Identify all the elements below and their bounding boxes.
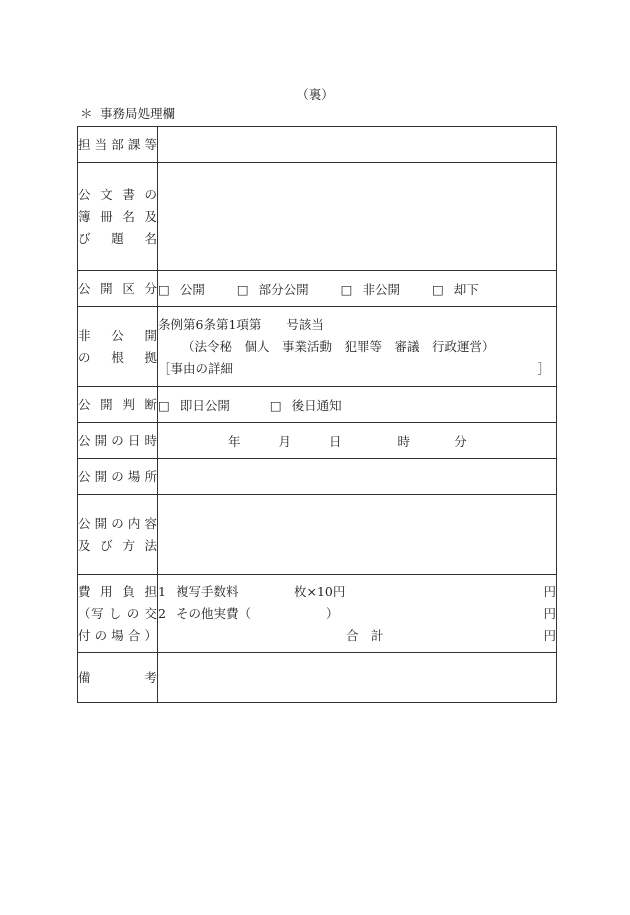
row-department: [78, 127, 557, 163]
checkbox-icon: □: [431, 281, 444, 297]
row-fee-burden: [78, 575, 557, 653]
label-non-disclosure-basis: 非 公 開 の 根 拠: [78, 307, 158, 387]
field-remarks[interactable]: [158, 653, 557, 703]
label-department: 担当部課等: [78, 127, 158, 163]
fee-item-copy: 1 複写手数料 枚×10円 円: [158, 583, 556, 599]
row-non-disclosure-basis: [78, 307, 557, 387]
checkbox-non-disclosure[interactable]: □ 非公開: [340, 281, 400, 297]
label-disclosure-content: 公開の内容 及 び 方 法: [78, 495, 158, 575]
basis-article-line: 条例第6条第1項第 号該当: [158, 316, 324, 332]
section-title: [80, 104, 175, 122]
label-remarks: 備 考: [78, 653, 158, 703]
field-non-disclosure-basis[interactable]: [158, 307, 557, 387]
day-unit: 日: [329, 433, 342, 449]
checkbox-full-disclosure[interactable]: □ 公開: [158, 281, 205, 297]
field-document-title[interactable]: [158, 163, 557, 271]
field-disclosure-judgement: [158, 387, 557, 423]
year-unit: 年: [228, 433, 241, 449]
checkbox-icon: □: [236, 281, 249, 297]
row-remarks: [78, 653, 557, 703]
fee-item-other: 2 その他実費（ ） 円: [158, 605, 556, 621]
field-fee-burden[interactable]: [158, 575, 557, 653]
field-disclosure-content[interactable]: [158, 495, 557, 575]
row-disclosure-place: [78, 459, 557, 495]
page-side-mark: （裏）: [296, 87, 334, 102]
basis-reason-types: （法令秘 個人 事業活動 犯罪等 審議 行政運営）: [182, 338, 495, 354]
field-disclosure-datetime[interactable]: [158, 423, 557, 459]
label-disclosure-place: 公開の場所: [78, 459, 158, 495]
checkbox-same-day[interactable]: □ 即日公開: [158, 397, 230, 413]
checkbox-icon: □: [340, 281, 353, 297]
fee-total: 合 計 円: [345, 627, 556, 643]
row-document-title: [78, 163, 557, 271]
processing-form-table: [77, 126, 557, 703]
minute-unit: 分: [454, 433, 467, 449]
checkbox-icon: □: [269, 397, 282, 413]
asterisk-mark: ＊: [80, 106, 93, 121]
label-fee-burden: 費 用 負 担 （写 し の 交 付の場合）: [78, 575, 158, 653]
checkbox-icon: □: [158, 281, 170, 297]
field-disclosure-place[interactable]: [158, 459, 557, 495]
checkbox-icon: □: [158, 397, 170, 413]
label-disclosure-datetime: 公開の日時: [78, 423, 158, 459]
label-document-title: 公 文 書 の 簿 冊 名 及 び 題 名: [78, 163, 158, 271]
checkbox-partial-disclosure[interactable]: □ 部分公開: [236, 281, 309, 297]
field-disclosure-category: [158, 271, 557, 307]
row-disclosure-content: [78, 495, 557, 575]
field-department[interactable]: [158, 127, 557, 163]
row-disclosure-category: [78, 271, 557, 307]
basis-detail-line: ［事由の詳細 ］: [158, 360, 550, 376]
checkbox-later-notice[interactable]: □ 後日通知: [269, 397, 342, 413]
checkbox-dismissal[interactable]: □ 却下: [431, 281, 479, 297]
month-unit: 月: [278, 433, 292, 449]
row-disclosure-datetime: [78, 423, 557, 459]
label-disclosure-category: 公 開 区 分: [78, 271, 158, 307]
label-disclosure-judgement: 公 開 判 断: [78, 387, 158, 423]
hour-unit: 時: [397, 433, 411, 449]
section-title-text: 事務局処理欄: [100, 106, 176, 121]
row-disclosure-judgement: [78, 387, 557, 423]
